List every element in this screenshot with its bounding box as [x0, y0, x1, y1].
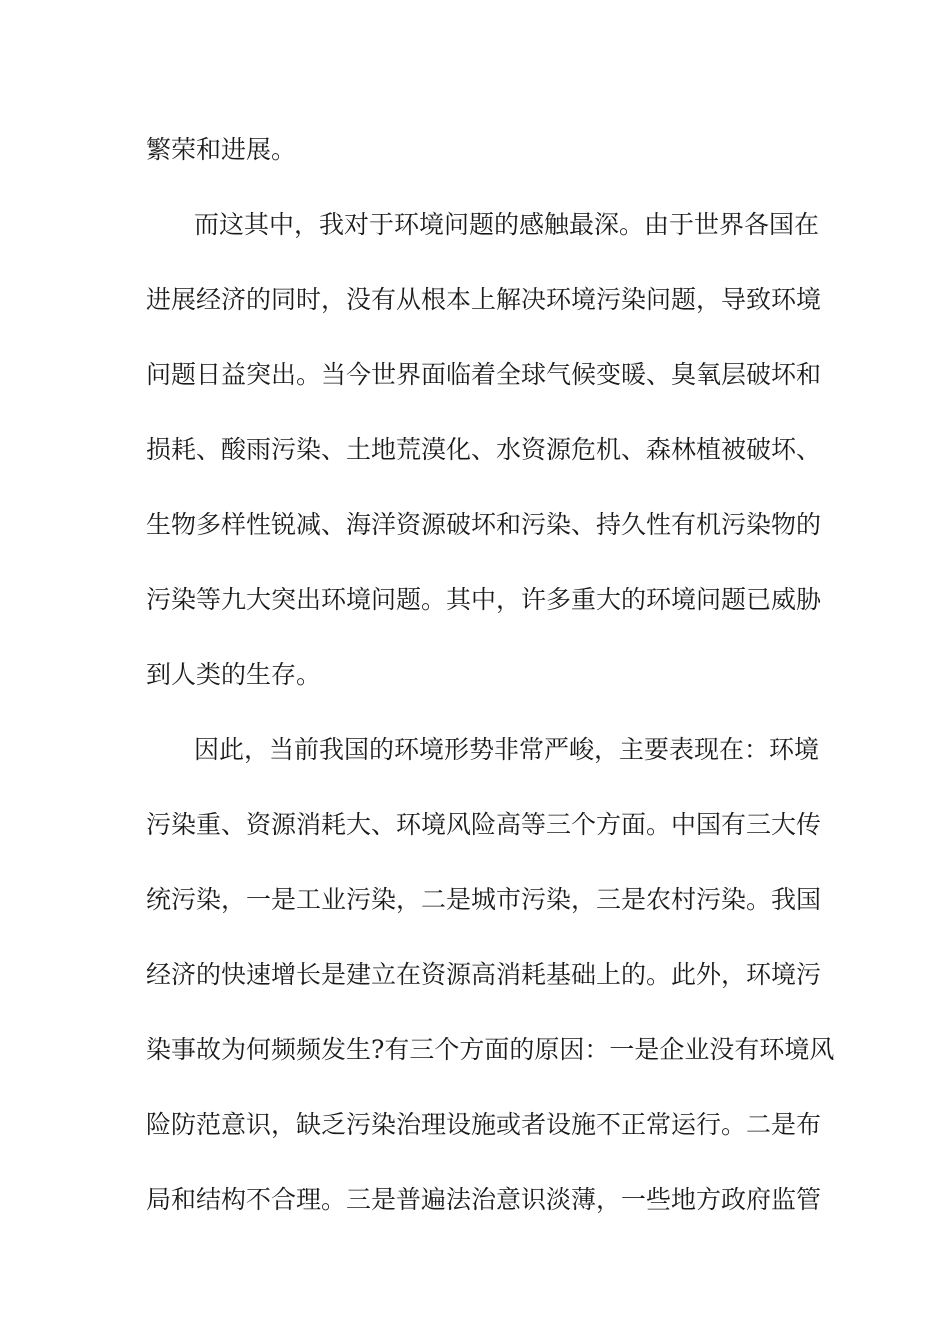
paragraph-line: 生物多样性锐减、海洋资源破坏和污染、持久性有机污染物的	[146, 510, 822, 539]
paragraph-line: 污染等九大突出环境问题。其中，许多重大的环境问题已威胁	[146, 585, 822, 614]
paragraph-line: 损耗、酸雨污染、土地荒漠化、水资源危机、森林植被破坏、	[146, 435, 822, 464]
paragraph-line: 繁荣和进展。	[146, 135, 297, 164]
paragraph-line: 险防范意识，缺乏污染治理设施或者设施不正常运行。二是布	[146, 1110, 822, 1139]
paragraph-line: 进展经济的同时，没有从根本上解决环境污染问题，导致环境	[146, 285, 822, 314]
paragraph-line: 局和结构不合理。三是普遍法治意识淡薄，一些地方政府监管	[146, 1185, 822, 1214]
paragraph-line: 问题日益突出。当今世界面临着全球气候变暖、臭氧层破坏和	[146, 360, 822, 389]
paragraph-line: 污染重、资源消耗大、环境风险高等三个方面。中国有三大传	[146, 810, 822, 839]
paragraph-line: 因此，当前我国的环境形势非常严峻，主要表现在：环境	[194, 735, 820, 764]
paragraph-line: 到人类的生存。	[146, 660, 322, 689]
paragraph-line: 统污染，一是工业污染，二是城市污染，三是农村污染。我国	[146, 885, 822, 914]
paragraph-line: 染事故为何频频发生?有三个方面的原因：一是企业没有环境风	[146, 1035, 835, 1064]
paragraph-line: 经济的快速增长是建立在资源高消耗基础上的。此外，环境污	[146, 960, 822, 989]
paragraph-line: 而这其中，我对于环境问题的感触最深。由于世界各国在	[194, 210, 820, 239]
